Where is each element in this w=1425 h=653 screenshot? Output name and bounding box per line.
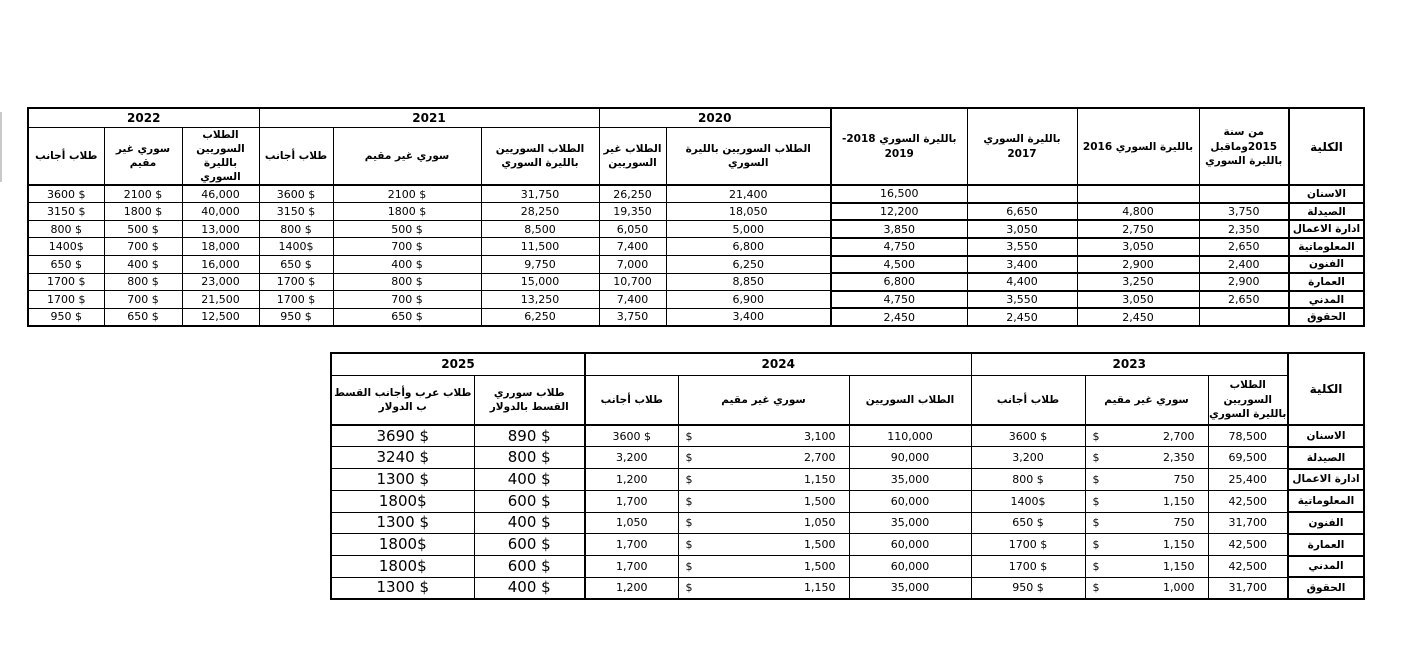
fee-cell: 60,000 <box>849 534 971 556</box>
fee-cell: 1700 $ <box>259 273 333 291</box>
column-header: الطلاب السوريين بالليرة السوري <box>666 127 831 185</box>
fee-cell: 11,500 <box>481 238 599 256</box>
table-row <box>331 490 1364 512</box>
fee-amount: 2,700 <box>804 451 836 465</box>
fee-cell: 1400$ <box>259 238 333 256</box>
fee-cell: 2,450 <box>967 308 1077 326</box>
table-row <box>28 220 1364 238</box>
fee-cell: 400 $ <box>104 256 182 274</box>
fee-cell: 1700 $ <box>259 291 333 309</box>
fee-cell: 3690 $ <box>331 425 474 447</box>
faculty-cell: الصيدلة <box>1288 447 1364 469</box>
year-column-header: بالليرة السوري 2016 <box>1077 108 1199 185</box>
fee-cell: 35,000 <box>849 577 971 599</box>
fee-cell: 600 $ <box>474 490 585 512</box>
faculty-cell: الاسنان <box>1288 425 1364 447</box>
fee-amount: 1,500 <box>804 538 836 552</box>
table-row <box>28 273 1364 291</box>
fee-cell: 4,500 <box>831 256 967 274</box>
currency-symbol: $ <box>1092 494 1100 508</box>
fee-cell: 2,450 <box>1077 308 1199 326</box>
fee-cell: 3600 $ <box>971 425 1085 447</box>
column-header: طلاب سورري القسط بالدولار <box>474 375 585 425</box>
fee-cell: 600 $ <box>474 534 585 556</box>
fee-amount: 2,700 <box>1163 429 1195 443</box>
table-row <box>331 556 1364 578</box>
currency-symbol: $ <box>1092 451 1100 465</box>
column-header: طلاب عرب وأجانب القسط ب الدولار <box>331 375 474 425</box>
fee-cell: 800 $ <box>28 220 104 238</box>
table-row <box>28 203 1364 221</box>
fee-cell: 800 $ <box>474 447 585 469</box>
fee-cell: 2100 $ <box>333 185 481 203</box>
fee-cell: 1800$ <box>331 534 474 556</box>
fee-cell: 40,000 <box>182 203 259 221</box>
fee-cell: 650 $ <box>333 308 481 326</box>
tuition-table-2015-2022 <box>27 107 1365 327</box>
table-row <box>28 185 1364 203</box>
fee-cell: 950 $ <box>971 577 1085 599</box>
fee-cell: 90,000 <box>849 447 971 469</box>
faculty-cell: العمارة <box>1288 534 1364 556</box>
tuition-table-2015-2022-host <box>27 107 1365 327</box>
empty-cell <box>1199 185 1289 203</box>
fee-cell: 950 $ <box>259 308 333 326</box>
fee-cell: 2,650 <box>1199 238 1289 256</box>
fee-cell: 15,000 <box>481 273 599 291</box>
fee-cell: 1300 $ <box>331 577 474 599</box>
fee-cell: 2,750 <box>1077 220 1199 238</box>
fee-amount: 1,150 <box>1163 494 1195 508</box>
table-row <box>331 534 1364 556</box>
fee-cell: 1700 $ <box>28 273 104 291</box>
currency-fee-cell <box>1085 556 1208 578</box>
currency-symbol: $ <box>685 559 693 573</box>
fee-cell: 6,250 <box>666 256 831 274</box>
currency-symbol: $ <box>685 429 693 443</box>
fee-cell: 650 $ <box>971 512 1085 534</box>
column-header: طلاب أجانب <box>259 127 333 185</box>
fee-cell: 21,500 <box>182 291 259 309</box>
year-column-header: بالليرة السوري 2018-2019 <box>831 108 967 185</box>
fee-cell: 23,000 <box>182 273 259 291</box>
fee-cell: 42,500 <box>1208 490 1288 512</box>
fee-cell: 3,550 <box>967 291 1077 309</box>
currency-fee-cell <box>678 447 849 469</box>
fee-cell: 3,400 <box>967 256 1077 274</box>
fee-cell: 16,000 <box>182 256 259 274</box>
fee-cell: 42,500 <box>1208 556 1288 578</box>
fee-cell: 31,700 <box>1208 577 1288 599</box>
fee-cell: 500 $ <box>104 220 182 238</box>
fee-cell: 3,200 <box>971 447 1085 469</box>
column-header: الطلاب السوريين بالليرة السوري <box>182 127 259 185</box>
fee-cell: 700 $ <box>104 291 182 309</box>
year-group-header: 2021 <box>259 108 599 127</box>
table-row <box>28 238 1364 256</box>
empty-cell <box>1199 308 1289 326</box>
fee-cell: 12,500 <box>182 308 259 326</box>
fee-amount: 1,000 <box>1163 581 1195 595</box>
column-header: سوري غير مقيم <box>104 127 182 185</box>
currency-fee-cell <box>1085 490 1208 512</box>
fee-cell: 600 $ <box>474 556 585 578</box>
table-row <box>331 469 1364 491</box>
faculty-cell: الاسنان <box>1289 185 1364 203</box>
fee-cell: 8,850 <box>666 273 831 291</box>
currency-symbol: $ <box>685 451 693 465</box>
fee-cell: 12,200 <box>831 203 967 221</box>
fee-cell: 1700 $ <box>971 534 1085 556</box>
currency-symbol: $ <box>1092 581 1100 595</box>
fee-cell: 28,250 <box>481 203 599 221</box>
currency-fee-cell <box>1085 447 1208 469</box>
currency-fee-cell <box>678 577 849 599</box>
fee-cell: 26,250 <box>599 185 666 203</box>
fee-cell: 1700 $ <box>28 291 104 309</box>
fee-cell: 400 $ <box>474 469 585 491</box>
fee-cell: 2,900 <box>1199 273 1289 291</box>
fee-cell: 800 $ <box>333 273 481 291</box>
fee-cell: 60,000 <box>849 490 971 512</box>
tuition-table-2023-2025-host <box>330 352 1365 600</box>
fee-amount: 1,150 <box>804 581 836 595</box>
fee-amount: 750 <box>1173 472 1195 486</box>
fee-cell: 60,000 <box>849 556 971 578</box>
currency-fee-cell <box>678 469 849 491</box>
fee-cell: 13,250 <box>481 291 599 309</box>
fee-cell: 3600 $ <box>259 185 333 203</box>
fee-cell: 4,750 <box>831 238 967 256</box>
column-header: الطلاب السوريين بالليرة السوري <box>481 127 599 185</box>
fee-cell: 35,000 <box>849 469 971 491</box>
table-row <box>331 425 1364 447</box>
fee-cell: 700 $ <box>104 238 182 256</box>
fee-cell: 3,850 <box>831 220 967 238</box>
table-row <box>331 577 1364 599</box>
fee-cell: 3,050 <box>967 220 1077 238</box>
currency-symbol: $ <box>685 472 693 486</box>
fee-cell: 6,250 <box>481 308 599 326</box>
currency-fee-cell <box>1085 577 1208 599</box>
fee-cell: 3,050 <box>1077 238 1199 256</box>
column-header: سوري غير مقيم <box>333 127 481 185</box>
fee-cell: 950 $ <box>28 308 104 326</box>
fee-cell: 1300 $ <box>331 512 474 534</box>
fee-cell: 3,250 <box>1077 273 1199 291</box>
fee-cell: 1400$ <box>28 238 104 256</box>
fee-amount: 1,500 <box>804 494 836 508</box>
faculty-cell: ادارة الاعمال <box>1288 469 1364 491</box>
fee-cell: 5,000 <box>666 220 831 238</box>
fee-cell: 700 $ <box>333 291 481 309</box>
faculty-cell: الفنون <box>1288 512 1364 534</box>
currency-fee-cell <box>678 425 849 447</box>
fee-cell: 800 $ <box>971 469 1085 491</box>
fee-cell: 7,400 <box>599 238 666 256</box>
fee-cell: 6,900 <box>666 291 831 309</box>
fee-cell: 1800 $ <box>333 203 481 221</box>
fee-cell: 650 $ <box>104 308 182 326</box>
fee-cell: 6,800 <box>666 238 831 256</box>
faculty-column-header: الكلية <box>1289 108 1364 185</box>
faculty-cell: الصيدلة <box>1289 203 1364 221</box>
fee-cell: 3,400 <box>666 308 831 326</box>
currency-symbol: $ <box>685 538 693 552</box>
year-group-header: 2024 <box>585 353 971 375</box>
fee-cell: 1800$ <box>331 556 474 578</box>
column-header: الطلاب السوريين بالليرة السوري <box>1208 375 1288 425</box>
fee-cell: 1,200 <box>585 577 678 599</box>
column-header: طلاب أجانب <box>971 375 1085 425</box>
fee-cell: 650 $ <box>28 256 104 274</box>
currency-symbol: $ <box>1092 559 1100 573</box>
fee-cell: 2100 $ <box>104 185 182 203</box>
fee-cell: 3150 $ <box>28 203 104 221</box>
faculty-cell: العمارة <box>1289 273 1364 291</box>
faculty-cell: المدني <box>1288 556 1364 578</box>
currency-symbol: $ <box>1092 429 1100 443</box>
fee-cell: 31,750 <box>481 185 599 203</box>
table-row <box>28 308 1364 326</box>
empty-cell <box>1077 185 1199 203</box>
fee-cell: 110,000 <box>849 425 971 447</box>
fee-cell: 4,750 <box>831 291 967 309</box>
fee-cell: 42,500 <box>1208 534 1288 556</box>
fee-cell: 2,650 <box>1199 291 1289 309</box>
fee-cell: 1800$ <box>331 490 474 512</box>
fee-cell: 3,050 <box>1077 291 1199 309</box>
tuition-table-2023-2025 <box>330 352 1365 600</box>
fee-cell: 4,400 <box>967 273 1077 291</box>
currency-fee-cell <box>1085 425 1208 447</box>
left-edge-artifact <box>0 112 2 182</box>
fee-cell: 3600 $ <box>585 425 678 447</box>
fee-cell: 69,500 <box>1208 447 1288 469</box>
faculty-cell: المعلوماتية <box>1289 238 1364 256</box>
column-header: طلاب أجانب <box>28 127 104 185</box>
fee-cell: 13,000 <box>182 220 259 238</box>
fee-cell: 31,700 <box>1208 512 1288 534</box>
fee-cell: 3,550 <box>967 238 1077 256</box>
fee-cell: 7,000 <box>599 256 666 274</box>
table-row <box>28 291 1364 309</box>
fee-cell: 400 $ <box>333 256 481 274</box>
fee-cell: 1,700 <box>585 556 678 578</box>
fee-cell: 1800 $ <box>104 203 182 221</box>
fee-cell: 3,200 <box>585 447 678 469</box>
fee-cell: 800 $ <box>259 220 333 238</box>
currency-symbol: $ <box>685 516 693 530</box>
fee-cell: 6,650 <box>967 203 1077 221</box>
fee-amount: 1,500 <box>804 559 836 573</box>
fee-cell: 1,200 <box>585 469 678 491</box>
fee-cell: 890 $ <box>474 425 585 447</box>
fee-cell: 46,000 <box>182 185 259 203</box>
fee-cell: 650 $ <box>259 256 333 274</box>
fee-cell: 21,400 <box>666 185 831 203</box>
fee-cell: 1300 $ <box>331 469 474 491</box>
currency-fee-cell <box>678 534 849 556</box>
fee-cell: 18,050 <box>666 203 831 221</box>
faculty-cell: الحقوق <box>1288 577 1364 599</box>
fee-cell: 78,500 <box>1208 425 1288 447</box>
empty-cell <box>967 185 1077 203</box>
currency-fee-cell <box>678 512 849 534</box>
year-group-header: 2020 <box>599 108 831 127</box>
column-header: الطلاب غير السوريين <box>599 127 666 185</box>
currency-fee-cell <box>678 490 849 512</box>
fee-amount: 1,150 <box>804 472 836 486</box>
currency-fee-cell <box>1085 534 1208 556</box>
fee-cell: 2,350 <box>1199 220 1289 238</box>
fee-cell: 6,800 <box>831 273 967 291</box>
fee-cell: 18,000 <box>182 238 259 256</box>
fee-cell: 25,400 <box>1208 469 1288 491</box>
fee-cell: 1,700 <box>585 490 678 512</box>
currency-symbol: $ <box>1092 472 1100 486</box>
column-header: سوري غير مقيم <box>1085 375 1208 425</box>
fee-cell: 2,400 <box>1199 256 1289 274</box>
fee-cell: 9,750 <box>481 256 599 274</box>
currency-fee-cell <box>1085 512 1208 534</box>
fee-cell: 6,050 <box>599 220 666 238</box>
fee-cell: 3150 $ <box>259 203 333 221</box>
fee-cell: 1,050 <box>585 512 678 534</box>
fee-cell: 19,350 <box>599 203 666 221</box>
fee-cell: 400 $ <box>474 512 585 534</box>
fee-cell: 500 $ <box>333 220 481 238</box>
currency-symbol: $ <box>685 494 693 508</box>
year-column-header: بالليرة السوري 2017 <box>967 108 1077 185</box>
fee-cell: 400 $ <box>474 577 585 599</box>
year-group-header: 2022 <box>28 108 259 127</box>
year-group-header: 2023 <box>971 353 1288 375</box>
fee-cell: 700 $ <box>333 238 481 256</box>
currency-symbol: $ <box>685 581 693 595</box>
faculty-cell: المدني <box>1289 291 1364 309</box>
fee-amount: 3,100 <box>804 429 836 443</box>
table-row <box>331 447 1364 469</box>
fee-cell: 2,900 <box>1077 256 1199 274</box>
faculty-cell: الفنون <box>1289 256 1364 274</box>
fee-cell: 1400$ <box>971 490 1085 512</box>
fee-cell: 4,800 <box>1077 203 1199 221</box>
fee-amount: 2,350 <box>1163 451 1195 465</box>
fee-cell: 10,700 <box>599 273 666 291</box>
year-group-header: 2025 <box>331 353 585 375</box>
table-row <box>28 256 1364 274</box>
fee-cell: 7,400 <box>599 291 666 309</box>
column-header: سوري غير مقيم <box>678 375 849 425</box>
currency-symbol: $ <box>1092 516 1100 530</box>
faculty-cell: المعلوماتية <box>1288 490 1364 512</box>
column-header: الطلاب السوريين <box>849 375 971 425</box>
fee-cell: 1700 $ <box>971 556 1085 578</box>
fee-cell: 3600 $ <box>28 185 104 203</box>
fee-cell: 3240 $ <box>331 447 474 469</box>
faculty-cell: ادارة الاعمال <box>1289 220 1364 238</box>
fee-cell: 2,450 <box>831 308 967 326</box>
fee-amount: 1,150 <box>1163 538 1195 552</box>
currency-symbol: $ <box>1092 538 1100 552</box>
currency-fee-cell <box>1085 469 1208 491</box>
table-row <box>331 512 1364 534</box>
fee-cell: 35,000 <box>849 512 971 534</box>
fee-cell: 1,700 <box>585 534 678 556</box>
column-header: طلاب أجانب <box>585 375 678 425</box>
fee-cell: 3,750 <box>1199 203 1289 221</box>
faculty-cell: الحقوق <box>1289 308 1364 326</box>
fee-cell: 16,500 <box>831 185 967 203</box>
faculty-column-header: الكلية <box>1288 353 1364 425</box>
year-column-header: من سنة 2015وماقبل بالليرة السوري <box>1199 108 1289 185</box>
fee-cell: 3,750 <box>599 308 666 326</box>
fee-amount: 1,150 <box>1163 559 1195 573</box>
fee-amount: 750 <box>1173 516 1195 530</box>
fee-cell: 800 $ <box>104 273 182 291</box>
currency-fee-cell <box>678 556 849 578</box>
fee-amount: 1,050 <box>804 516 836 530</box>
fee-cell: 8,500 <box>481 220 599 238</box>
